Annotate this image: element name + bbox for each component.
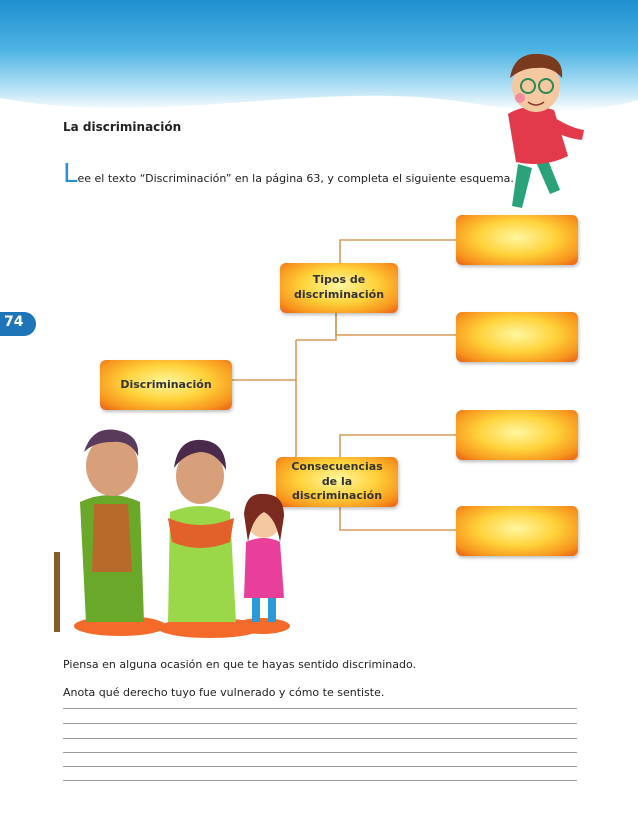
answer-line-5[interactable]: [63, 766, 577, 767]
boy-illustration: [488, 44, 598, 212]
question-2: Anota qué derecho tuyo fue vulnerado y cómo te sentiste.: [63, 686, 385, 699]
instruction-body: ee el texto “Discriminación” en la página 63, y completa el siguiente esquema.: [77, 172, 514, 185]
question-1: Piensa en alguna ocasión en que te hayas sentido discriminado.: [63, 658, 417, 671]
answer-line-4[interactable]: [63, 752, 577, 753]
root-label: Discriminación: [120, 377, 212, 391]
answer-box-consecuencias-1[interactable]: [456, 410, 578, 460]
answer-line-2[interactable]: [63, 723, 577, 724]
instruction-dropcap: L: [63, 159, 78, 189]
answer-box-tipos-1[interactable]: [456, 215, 578, 265]
branch-tipos-line2: discriminación: [293, 288, 385, 301]
root-box-discriminacion: [100, 360, 232, 410]
branch-tipos-line1: Tipos de: [312, 273, 366, 287]
answer-box-consecuencias-2[interactable]: [456, 506, 578, 556]
answer-line-6[interactable]: [63, 780, 577, 781]
answer-box-tipos-2[interactable]: [456, 312, 578, 362]
section-title: La discriminación: [63, 120, 182, 134]
branch-box-tipos: [280, 263, 398, 313]
branch-consecuencias-line2: de la discriminación: [291, 474, 383, 503]
branch-consecuencias-line1: Consecuencias: [291, 459, 383, 473]
family-illustration: [40, 422, 308, 642]
instruction-text: [63, 161, 514, 187]
answer-line-1[interactable]: [63, 708, 577, 709]
page-number: 74: [4, 314, 24, 330]
answer-line-3[interactable]: [63, 738, 577, 739]
